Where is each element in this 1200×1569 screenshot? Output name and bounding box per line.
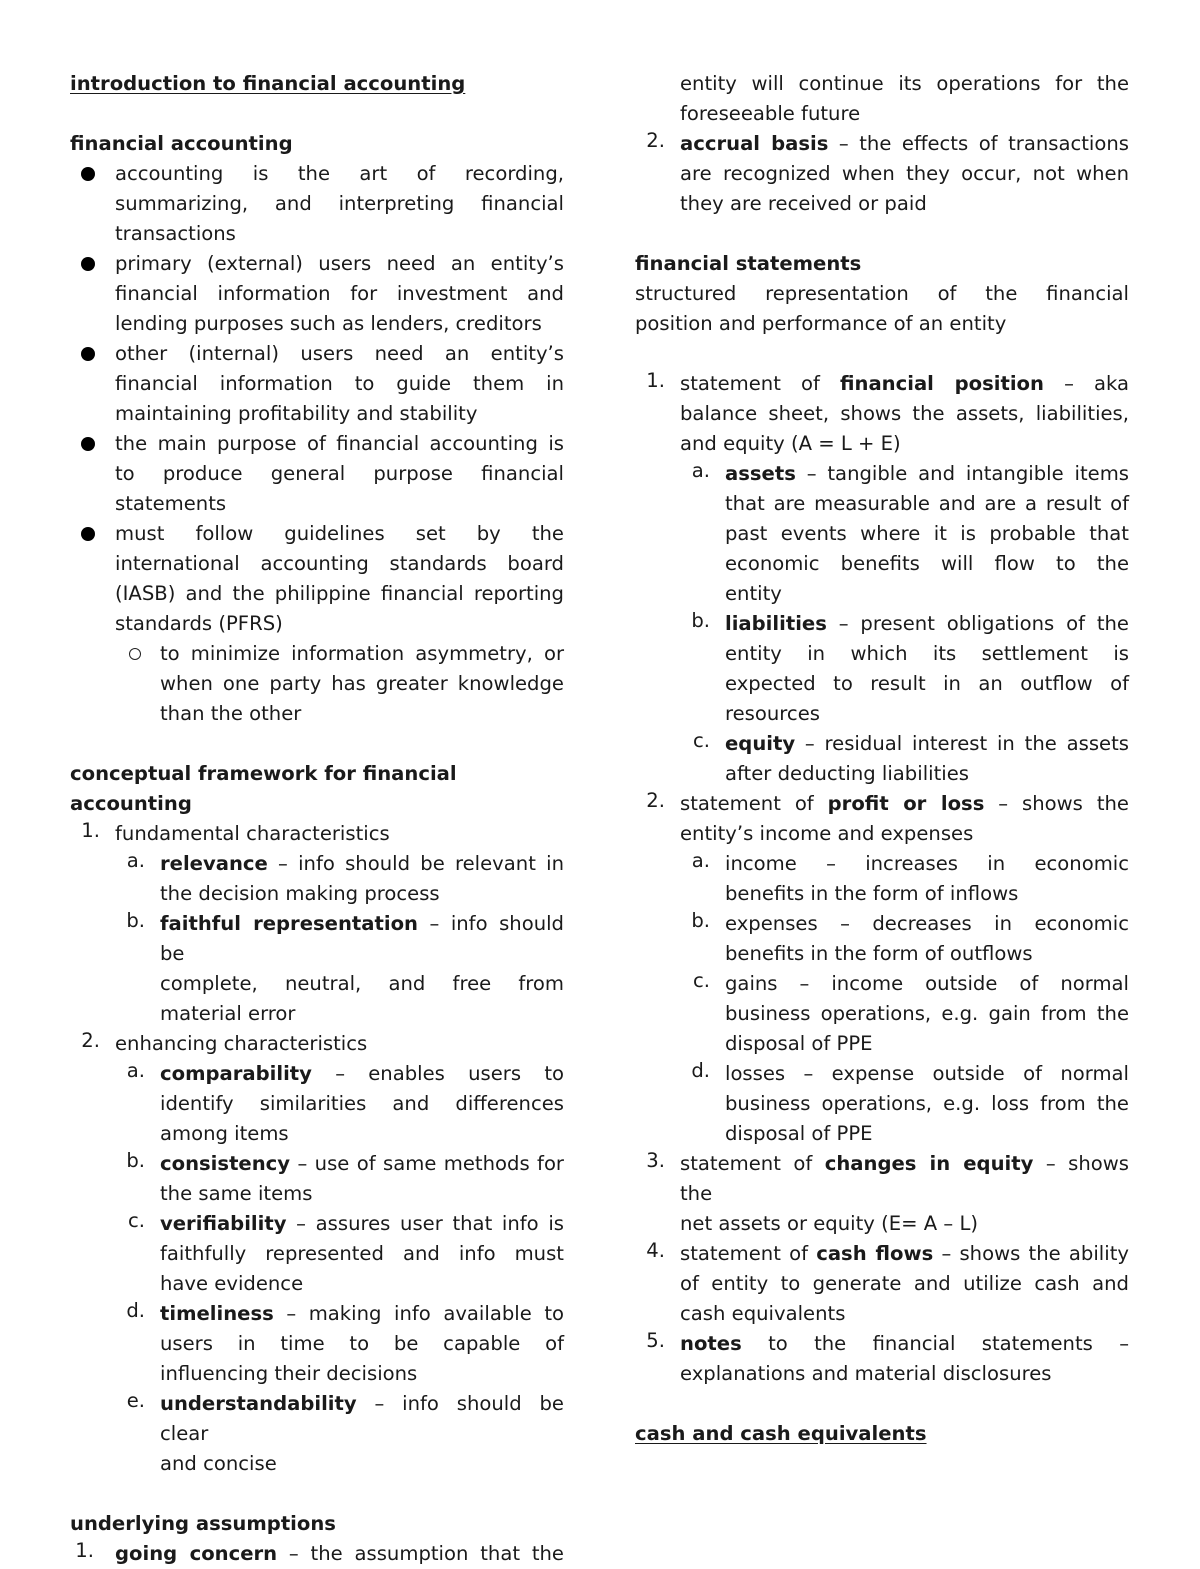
list-item-understandability: e. understandability – info should be clear and concise: [126, 1389, 564, 1475]
list-item-assets: a. assets – tangible and intangible items that are measurable and are a result of past events where it is probable that economic benefits will flow to the entity: [691, 459, 1129, 605]
left-column: [70, 69, 564, 1569]
heading-financial-accounting: financial accounting: [70, 132, 293, 155]
list-item-going-concern-cont: entity will continue its operations for the foreseeable future: [680, 72, 1129, 125]
list-item-expenses: b. expenses – decreases in economic benefits in the form of outflows: [691, 909, 1129, 965]
list-item-enhancing: 2. enhancing characteristics: [81, 1029, 368, 1055]
fs-definition-cont: position and performance of an entity: [635, 312, 1007, 335]
sub-bullet-item: to minimize information asymmetry, or when one party has greater knowledge than the other: [70, 639, 564, 729]
list-item-financial-position: 1. statement of financial position – aka balance sheet, shows the assets, liabilities, and equity (A = L + E): [646, 369, 1129, 455]
list-item-timeliness: d. timeliness – making info available to users in time to be capable of influencing their decisions: [126, 1299, 564, 1385]
list-item-losses: d. losses – expense outside of normal business operations, e.g. loss from the disposal of PPE: [691, 1059, 1129, 1145]
bullet-dot-icon: [81, 257, 95, 271]
list-item-relevance: a. relevance – info should be relevant in the decision making process: [126, 849, 564, 905]
heading-underlying-assumptions: underlying assumptions: [70, 1512, 336, 1535]
list-item-fundamental: 1. fundamental characteristics: [81, 819, 390, 845]
list-item-consistency: b. consistency – use of same methods for the same items: [126, 1149, 564, 1205]
list-item-liabilities: b. liabilities – present obligations of the entity in which its settlement is expected to result in an outflow of resources: [691, 609, 1129, 725]
list-item-cash-flows: 4. statement of cash flows – shows the ability of entity to generate and utilize cash and cash equivalents: [646, 1239, 1129, 1325]
list-item-gains: c. gains – income outside of normal business operations, e.g. gain from the disposal of PPE: [692, 969, 1129, 1055]
bullet-dot-icon: [81, 527, 95, 541]
list-item-comparability: a. comparability – enables users to identify similarities and differences among items: [126, 1059, 564, 1145]
list-item-profit-or-loss: 2. statement of profit or loss – shows the entity’s income and expenses: [646, 789, 1129, 845]
bullet-item: must follow guidelines set by the international accounting standards board (IASB) and the philippine financial reporting standards (PFRS): [70, 519, 564, 639]
bullet-dot-icon: [81, 437, 95, 451]
hollow-circle-bullet-icon: [129, 648, 141, 660]
bullet-item: other (internal) users need an entity’s financial information to guide them in maintaining profitability and stability: [70, 339, 564, 429]
document-title: introduction to financial accounting: [70, 72, 466, 95]
fs-definition: structured representation of the financial: [635, 282, 1129, 305]
list-item-accrual-basis: 2. accrual basis – the effects of transactions are recognized when they occur, not when they are received or paid: [646, 129, 1129, 215]
heading-conceptual-framework: conceptual framework for financial accounting: [70, 762, 457, 815]
heading-cash-and-cash-equivalents: cash and cash equivalents: [635, 1422, 927, 1445]
right-column: [635, 69, 1129, 1449]
list-item-going-concern: 1. going concern – the assumption that the: [75, 1539, 564, 1565]
bullet-item: accounting is the art of recording, summarizing, and interpreting financial transactions: [70, 159, 564, 249]
list-item-verifiability: c. verifiability – assures user that info is faithfully represented and info must have evidence: [127, 1209, 564, 1295]
list-item-income: a. income – increases in economic benefits in the form of inflows: [691, 849, 1129, 905]
list-item-faithful-representation: b. faithful representation – info should be complete, neutral, and free from material error: [126, 909, 564, 1025]
list-item-equity: c. equity – residual interest in the assets after deducting liabilities: [692, 729, 1129, 785]
list-item-changes-in-equity: 3. statement of changes in equity – shows the net assets or equity (E= A – L): [646, 1149, 1129, 1235]
bullet-dot-icon: [81, 347, 95, 361]
heading-financial-statements: financial statements: [635, 252, 862, 275]
bullet-dot-icon: [81, 167, 95, 181]
bullet-item: the main purpose of financial accounting is to produce general purpose financial statements: [70, 429, 564, 519]
bullet-item: primary (external) users need an entity’s financial information for investment and lending purposes such as lenders, creditors: [70, 249, 564, 339]
list-item-notes: 5. notes to the financial statements – explanations and material disclosures: [646, 1329, 1129, 1385]
